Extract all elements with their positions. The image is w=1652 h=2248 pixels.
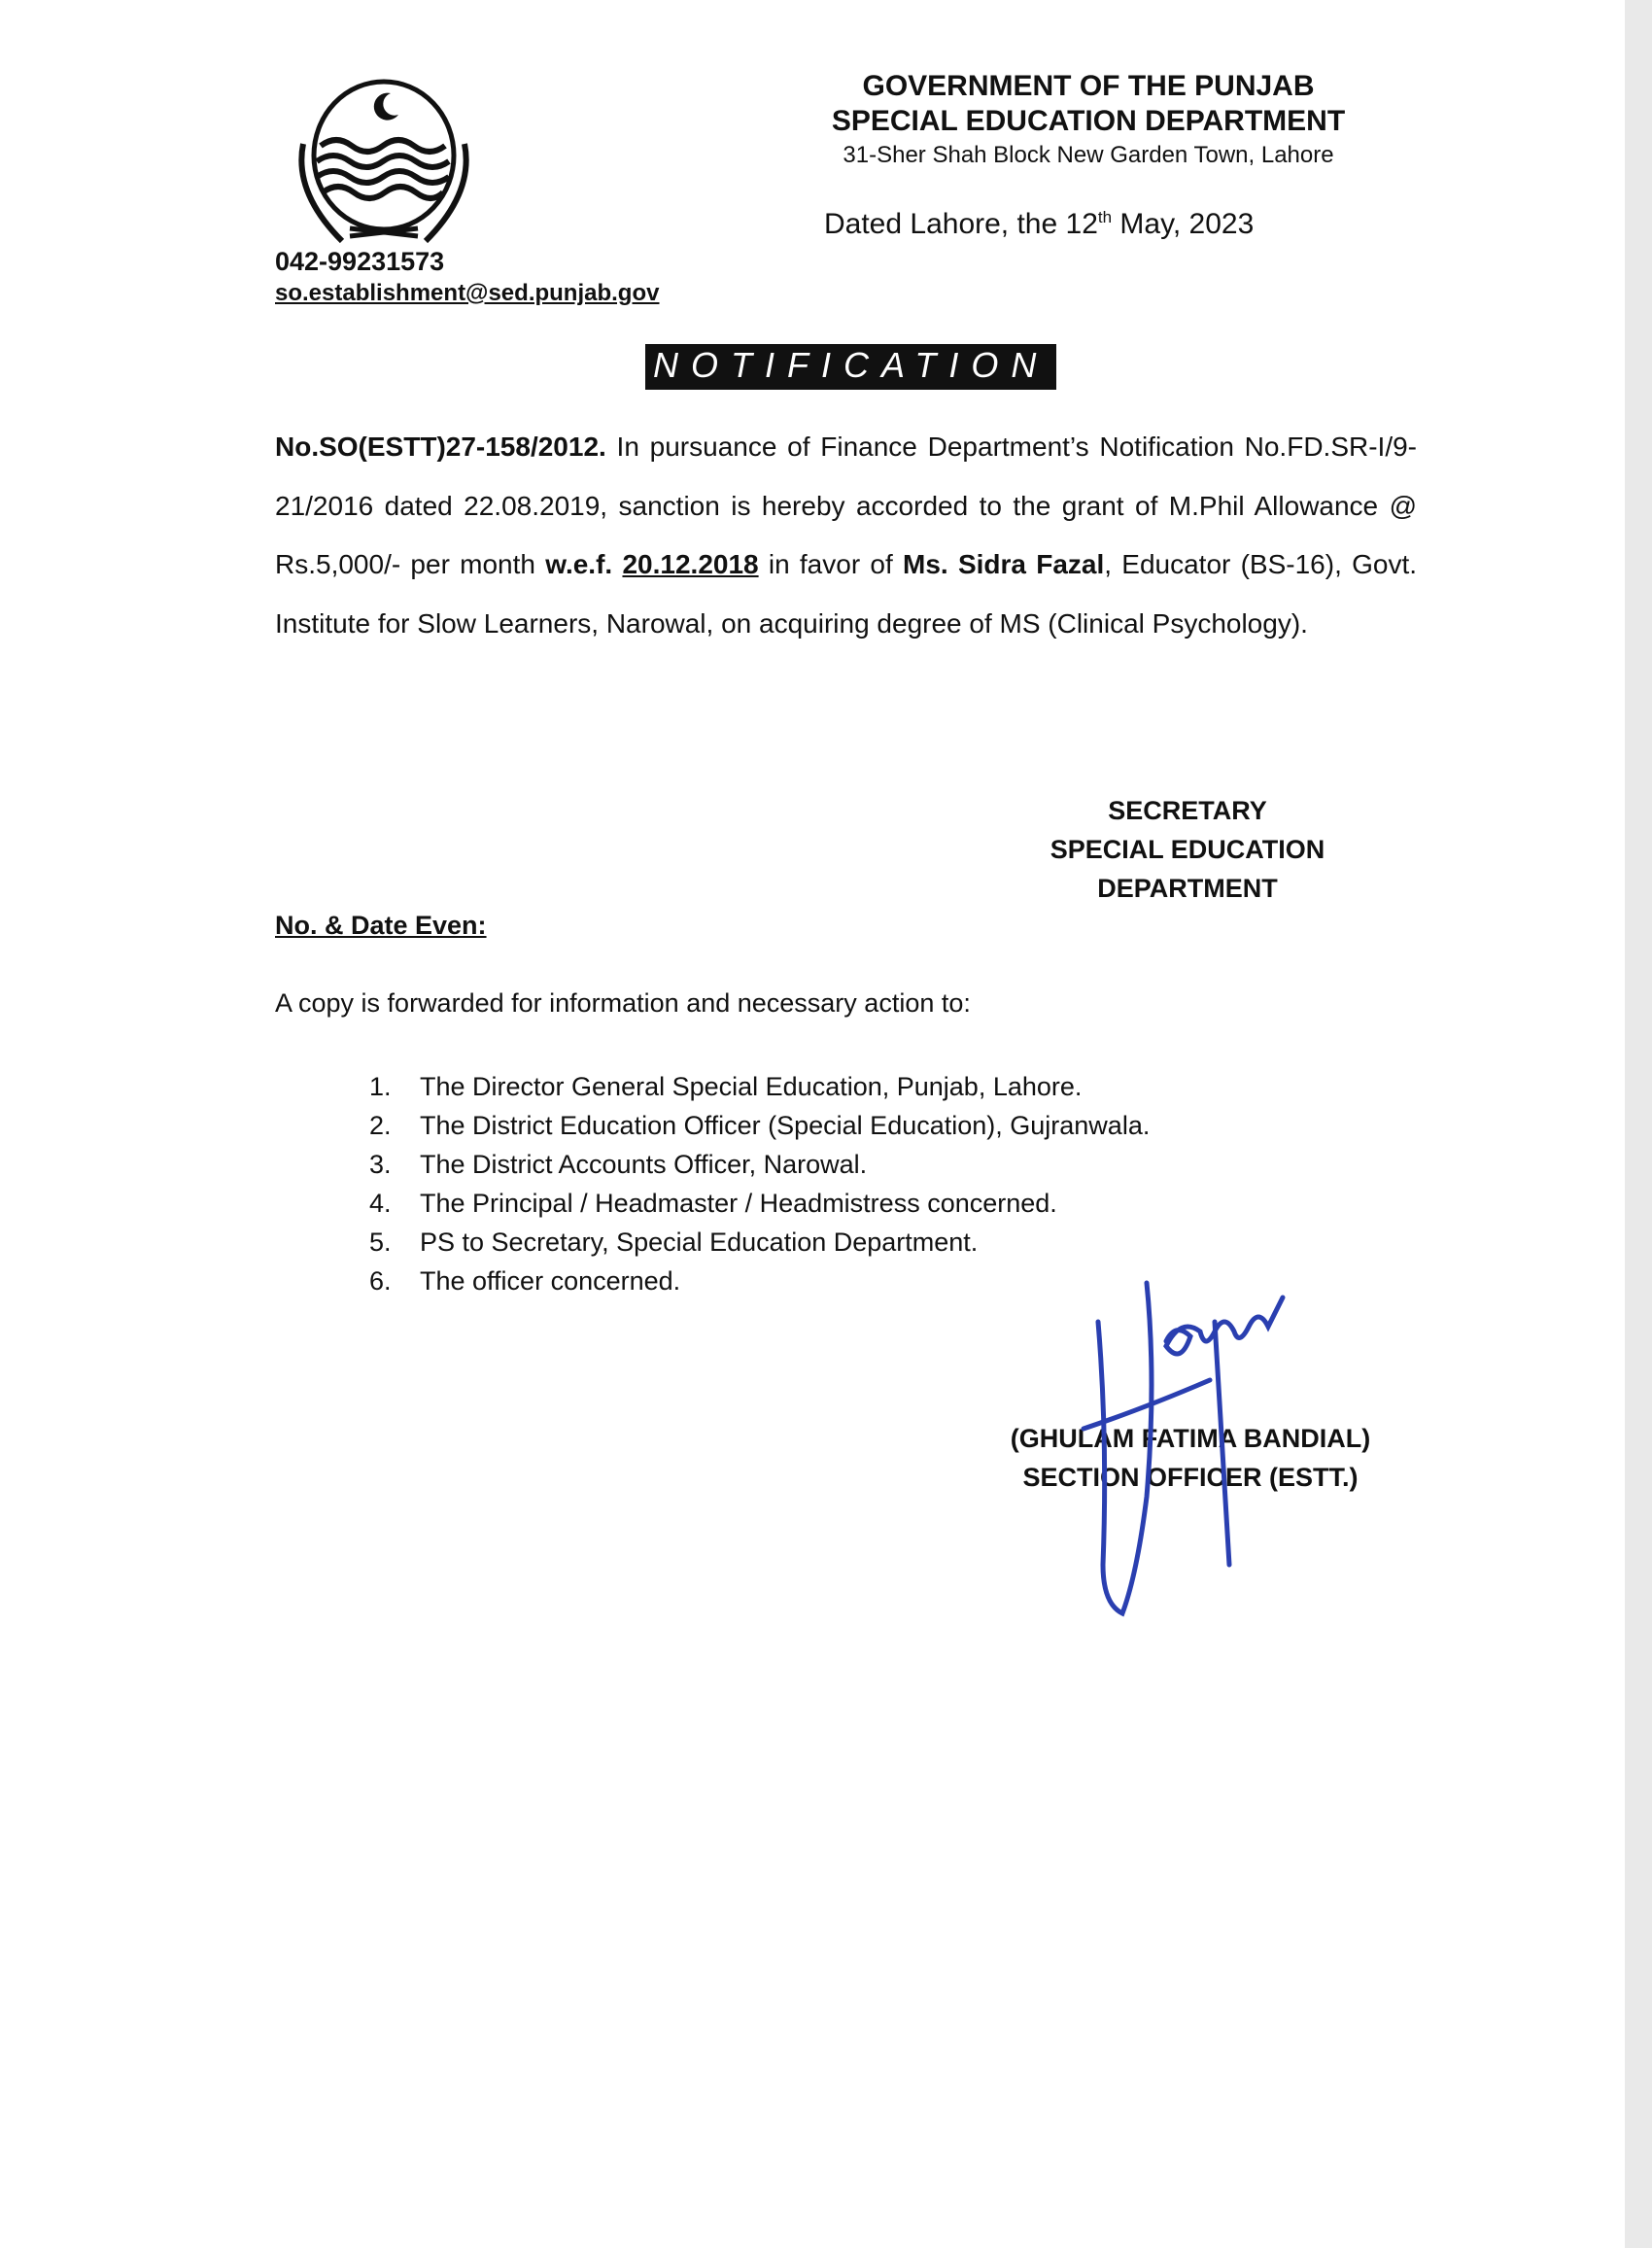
effective-date: 20.12.2018 [622,549,759,579]
letter-date: Dated Lahore, the 12th May, 2023 [824,208,1255,240]
scan-edge [1625,0,1652,2248]
list-item: 1. The Director General Special Education, Punjab, Lahore. [369,1072,1083,1101]
department-address: 31-Sher Shah Block New Garden Town, Lahore [843,142,1334,168]
email-link[interactable]: so.establishment@sed.punjab.gov [275,280,660,306]
employee-name: Ms. Sidra Fazal [903,549,1105,579]
notification-heading: NOTIFICATION [645,344,1056,390]
copy-forward-intro: A copy is forwarded for information and necessary action to: [275,988,971,1018]
no-date-even-label: No. & Date Even: [275,911,487,940]
list-item: 2. The District Education Officer (Special Education), Gujranwala. [369,1111,1151,1140]
list-item: 6. The officer concerned. [369,1266,681,1296]
notification-body: No.SO(ESTT)27-158/2012. In pursuance of Finance Department’s Notification No.FD.SR-I/9-21/2016 dated 22.08.2019, sanction is hereby accorded to the grant of M.Phil Allowance @ Rs.5,000/- per month w.e.f. 20.12.2018 in favor of Ms. Sidra Fazal, Educator (BS-16), Govt. Institute for Slow Learners, Narowal, on acquiring degree of MS (Clinical Psychology). [275,432,1418,639]
list-item: 5. PS to Secretary, Special Education Department. [369,1228,979,1257]
signatory-name: (GHULAM FATIMA BANDIAL) [1010,1424,1371,1453]
list-item: 3. The District Accounts Officer, Narowal. [369,1150,868,1179]
list-item: 4. The Principal / Headmaster / Headmistress concerned. [369,1189,1057,1218]
punjab-emblem-logo [282,76,486,256]
handwritten-signature [1079,1263,1331,1623]
department-title: SPECIAL EDUCATION DEPARTMENT [831,105,1346,137]
recipient-list [369,1067,1150,1300]
govt-title: GOVERNMENT OF THE PUNJAB [862,70,1315,102]
reference-number: No.SO(ESTT)27-158/2012. [275,432,606,462]
phone-number: 042-99231573 [275,247,445,276]
signatory-designation: SECTION OFFICER (ESTT.) [1022,1463,1359,1492]
issuing-authority: SECRETARY SPECIAL EDUCATION DEPARTMENT [1050,796,1325,903]
